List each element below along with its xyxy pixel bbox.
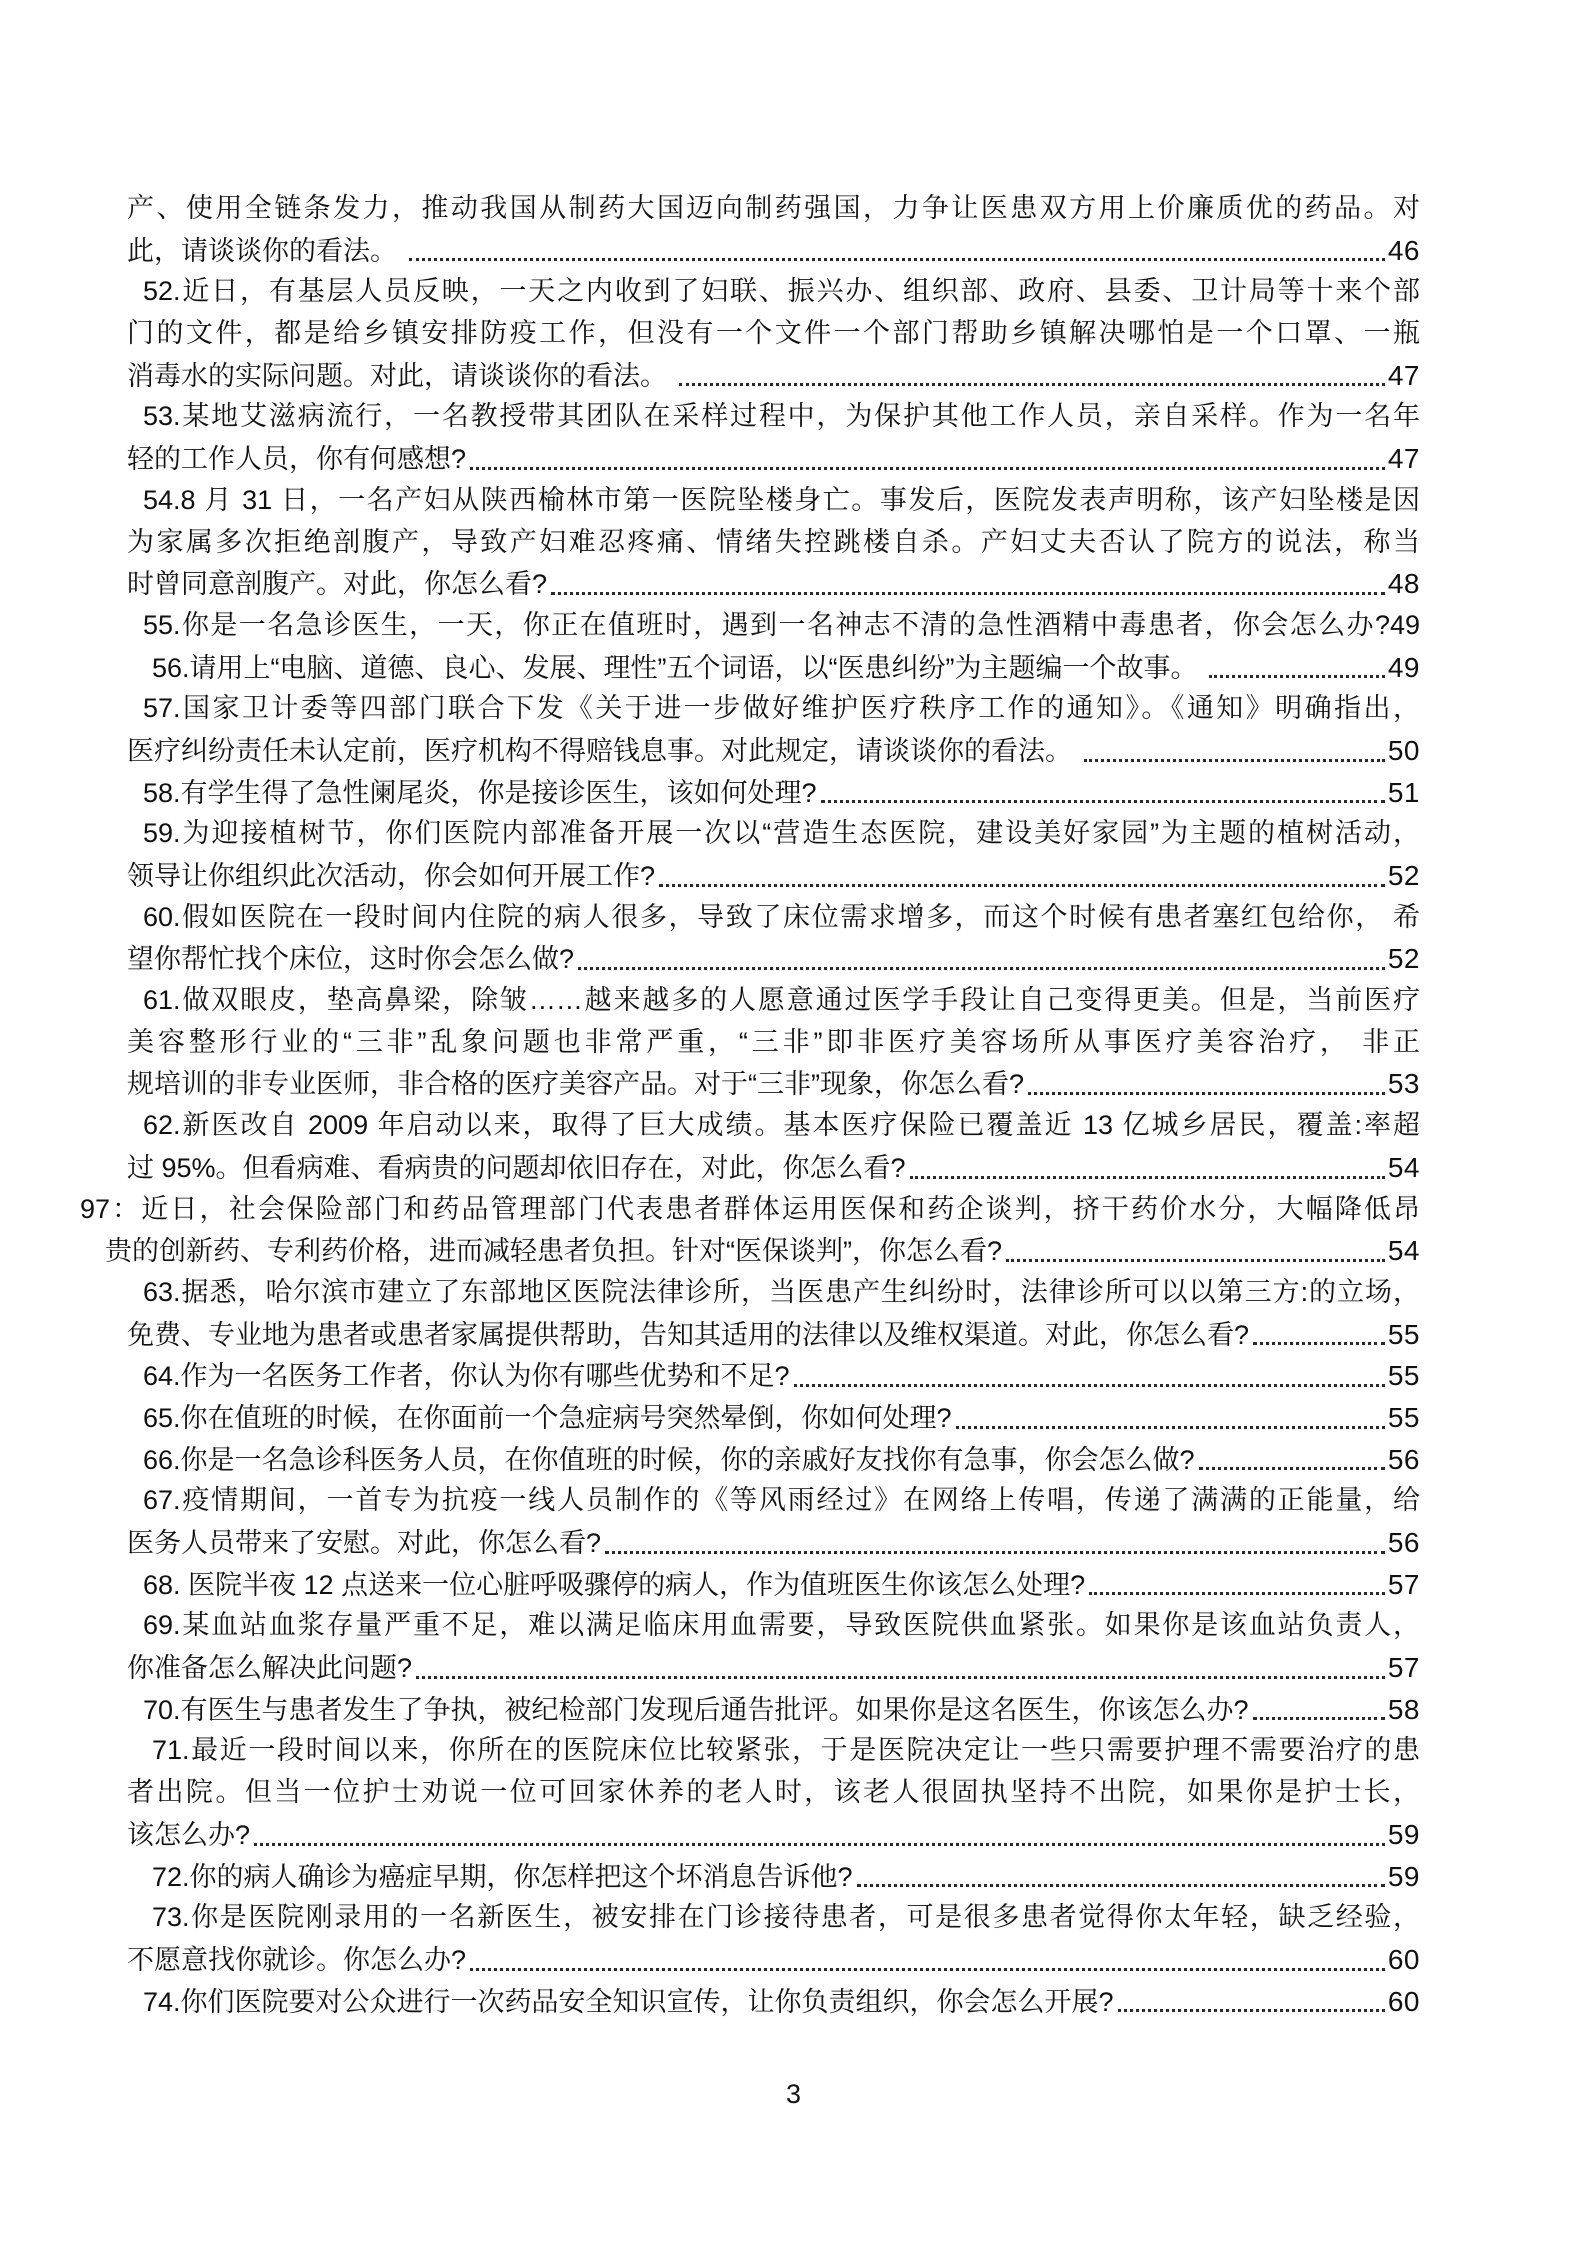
dot-leader	[470, 467, 1385, 470]
dot-leader	[659, 884, 1385, 887]
toc-line-text: 64.作为一名医务工作者，你认为你有哪些优势和不足?	[143, 1361, 790, 1392]
toc-line	[127, 1522, 1420, 1564]
toc-line	[143, 813, 1420, 855]
toc-line-text: 69.某血站血浆存量严重不足，难以满足临床用血需要，导致医院供血紧张。如果你是该血站负责人，	[143, 1610, 1420, 1641]
dot-leader	[470, 1968, 1385, 1971]
toc-line-text: 此，请谈谈你的看法。	[127, 235, 405, 266]
toc-line-text: 贵的创新药、专利药价格，进而减轻患者负担。针对“医保谈判”，你怎么看?	[105, 1236, 1002, 1267]
toc-line	[127, 1772, 1420, 1814]
dot-leader	[1253, 1717, 1385, 1720]
toc-line	[143, 1981, 1420, 2023]
toc-line	[143, 480, 1420, 522]
toc-line-text: 59.为迎接植树节，你们医院内部准备开展一次以“营造生态医院，建设美好家园”为主题的植树活动，	[143, 818, 1420, 849]
toc-line-text: 该怎么办?	[127, 1819, 251, 1850]
toc-page-number: 52	[1387, 943, 1420, 975]
toc-line-text: 53.某地艾滋病流行，一名教授带其团队在采样过程中，为保护其他工作人员，亲自采样。作为一名年	[143, 401, 1420, 432]
dot-leader	[1253, 1342, 1385, 1345]
toc-line	[143, 897, 1420, 939]
toc-line	[143, 1397, 1420, 1439]
toc-line	[127, 188, 1420, 230]
toc-line-text: 52.近日，有基层人员反映，一天之内收到了妇联、振兴办、组织部、政府、县委、卫计局等十来个部	[143, 276, 1420, 307]
toc-line	[143, 1480, 1420, 1522]
dot-leader	[605, 1551, 1385, 1554]
toc-line	[143, 1605, 1420, 1647]
toc-line-text: 73.你是医院刚录用的一名新医生，被安排在门诊接待患者，可是很多患者觉得你太年轻，缺乏经验，	[152, 1902, 1420, 1933]
toc-line	[143, 1439, 1420, 1481]
toc-page-number: 60	[1387, 1943, 1420, 1975]
toc-line-text: 65.你在值班的时候，在你面前一个急症病号突然晕倒，你如何处理?	[143, 1402, 952, 1433]
dot-leader	[1028, 1092, 1385, 1095]
toc-page-number: 46	[1387, 234, 1420, 266]
toc-line	[143, 1105, 1420, 1147]
toc-line	[127, 1314, 1420, 1356]
toc-page-number: 49	[1387, 651, 1420, 683]
dot-leader	[1089, 1592, 1385, 1595]
toc-page-number: 55	[1387, 1318, 1420, 1350]
toc-page-number: 54	[1387, 1235, 1420, 1267]
toc-line	[127, 1063, 1420, 1105]
toc-page-number: 53	[1387, 1068, 1420, 1100]
toc-line	[127, 1939, 1420, 1981]
toc-line-text: 时曾同意剖腹产。对此，你怎么看?	[127, 569, 548, 600]
dot-leader	[578, 967, 1385, 970]
toc-line	[143, 688, 1420, 730]
dot-leader	[857, 1884, 1385, 1887]
toc-page-number: 60	[1387, 1985, 1420, 2017]
toc-line	[80, 1189, 1420, 1231]
dot-leader	[1209, 675, 1385, 678]
toc-line-text: 71.最近一段时间以来，你所在的医院床位比较紧张，于是医院决定让一些只需要护理不需要治疗的患	[152, 1735, 1420, 1766]
toc-line-text: 72.你的病人确诊为癌症早期，你怎样把这个坏消息告诉他?	[152, 1861, 853, 1892]
dot-leader	[794, 1384, 1385, 1387]
dot-leader	[254, 1843, 1385, 1846]
dot-leader	[409, 258, 1385, 261]
toc-page-number: 55	[1387, 1360, 1420, 1392]
dot-leader	[551, 592, 1385, 595]
toc-line	[152, 1897, 1420, 1939]
dot-leader	[1118, 2009, 1385, 2012]
toc-line	[127, 1814, 1420, 1856]
toc-line-text: 产、使用全链条发力，推动我国从制药大国迈向制药强国，力争让医患双方用上价廉质优的药品。对	[127, 193, 1420, 223]
toc-line-text: 轻的工作人员，你有何感想?	[127, 444, 467, 475]
toc-line	[143, 1564, 1420, 1606]
toc-line	[127, 730, 1420, 772]
toc-line-text: 66.你是一名急诊科医务人员，在你值班的时候，你的亲戚好友找你有急事，你会怎么做?	[143, 1444, 1195, 1475]
dot-leader	[821, 800, 1385, 803]
toc-lines	[80, 188, 1420, 2022]
toc-page-number: 47	[1387, 359, 1420, 391]
dot-leader	[1084, 759, 1385, 762]
toc-line-text: 60.假如医院在一段时间内住院的病人很多，导致了床位需求增多，而这个时候有患者塞红包给你， 希	[143, 901, 1420, 932]
toc-line	[152, 647, 1420, 689]
toc-line-text: 56.请用上“电脑、道德、良心、发展、理性”五个词语，以“医患纠纷”为主题编一个故事。	[152, 652, 1205, 683]
toc-line	[143, 1689, 1420, 1731]
dot-leader	[1199, 1467, 1385, 1470]
toc-line-text: 美容整形行业的“三非”乱象问题也非常严重，“三非”即非医疗美容场所从事医疗美容治疗， 非正	[127, 1026, 1420, 1057]
toc-line-text: 61.做双眼皮，垫高鼻梁，除皱……越来越多的人愿意通过医学手段让自己变得更美。但是，当前医疗	[143, 985, 1420, 1016]
toc-line-text: 63.据悉，哈尔滨市建立了东部地区医院法律诊所，当医患产生纠纷时，法律诊所可以以第三方:的立场，	[143, 1276, 1420, 1307]
toc-line-text: 68. 医院半夜 12 点送来一位心脏呼吸骤停的病人，作为值班医生你该怎么处理?	[143, 1569, 1086, 1600]
toc-page-number: 56	[1387, 1443, 1420, 1475]
toc-line-text: 62.新医改自 2009 年启动以来，取得了巨大成绩。基本医疗保险已覆盖近 13 亿城乡居民，覆盖:率超	[143, 1110, 1420, 1141]
toc-line-text: 过 95%。但看病难、看病贵的问题却依旧存在，对此，你怎么看?	[127, 1152, 906, 1183]
toc-page-number: 59	[1387, 1860, 1420, 1892]
toc-line	[143, 1355, 1420, 1397]
toc-line-text: 97：近日，社会保险部门和药品管理部门代表患者群体运用医保和药企谈判，挤干药价水分，大幅降低昂	[80, 1193, 1420, 1224]
toc-line	[143, 1272, 1420, 1314]
toc-line	[127, 438, 1420, 480]
toc-line-text: 规培训的非专业医师，非合格的医疗美容产品。对于“三非”现象，你怎么看?	[127, 1069, 1024, 1100]
toc-line	[127, 355, 1420, 397]
toc-line-text: 领导让你组织此次活动，你会如何开展工作?	[127, 861, 656, 891]
toc-page-number: 52	[1387, 860, 1420, 891]
toc-line-text: 者出院。但当一位护士劝说一位可回家休养的老人时，该老人很固执坚持不出院，如果你是护士长，	[127, 1777, 1420, 1808]
toc-line-text: 不愿意找你就诊。你怎么办?	[127, 1944, 467, 1975]
toc-line	[143, 396, 1420, 438]
toc-page-number: 57	[1387, 1568, 1420, 1600]
toc-line	[127, 230, 1420, 272]
toc-line-text: 54.8 月 31 日，一名产妇从陕西榆林市第一医院坠楼身亡。事发后，医院发表声明称，该产妇坠楼是因	[143, 484, 1420, 515]
toc-page-number: 56	[1387, 1527, 1420, 1558]
toc-line-text: 70.有医生与患者发生了争执，被纪检部门发现后通告批评。如果你是这名医生，你该怎么办?	[143, 1694, 1249, 1725]
toc-line-text: 57.国家卫计委等四部门联合下发《关于进一步做好维护医疗秩序工作的通知》。《通知》明确指出，	[143, 693, 1420, 724]
toc-line	[127, 1647, 1420, 1689]
toc-line-text: 医疗纠纷责任未认定前，医疗机构不得赔钱息事。对此规定，请谈谈你的看法。	[127, 735, 1080, 766]
toc-line	[127, 563, 1420, 605]
toc-line-text: 望你帮忙找个床位，这时你会怎么做?	[127, 944, 575, 975]
toc-line	[127, 313, 1420, 355]
toc-line	[143, 980, 1420, 1022]
toc-line	[143, 605, 1420, 647]
toc-line	[127, 522, 1420, 564]
footer-page-number: 3	[785, 2079, 802, 2109]
toc-line-text: 55.你是一名急诊医生，一天，你正在值班时，遇到一名神志不清的急性酒精中毒患者，你会怎么办?49	[143, 609, 1420, 640]
toc-line	[127, 938, 1420, 980]
dot-leader	[1006, 1259, 1385, 1262]
toc-line-text: 医务人员带来了安慰。对此，你怎么看?	[127, 1528, 602, 1558]
toc-line	[127, 1147, 1420, 1189]
toc-page-number: 47	[1387, 443, 1420, 475]
toc-page-number: 55	[1387, 1401, 1420, 1433]
dot-leader	[679, 383, 1385, 386]
toc-line	[105, 1230, 1420, 1272]
dot-leader	[416, 1676, 1385, 1679]
dot-leader	[956, 1426, 1385, 1429]
toc-line	[152, 1856, 1420, 1898]
toc-line-text: 74.你们医院要对公众进行一次药品安全知识宣传，让你负责组织，你会怎么开展?	[143, 1986, 1114, 2017]
toc-line	[143, 772, 1420, 814]
toc-line	[152, 1730, 1420, 1772]
toc-line-text: 消毒水的实际问题。对此，请谈谈你的看法。	[127, 360, 675, 391]
toc-page-number: 50	[1387, 734, 1420, 766]
toc-line-text: 67.疫情期间，一首专为抗疫一线人员制作的《等风雨经过》在网络上传唱，传递了满满的正能量，给	[143, 1485, 1420, 1516]
toc-page-number: 54	[1387, 1151, 1420, 1183]
toc-line	[143, 271, 1420, 313]
toc-line	[127, 855, 1420, 897]
toc-line-text: 为家属多次拒绝剖腹产，导致产妇难忍疼痛、情绪失控跳楼自杀。产妇丈夫否认了院方的说法，称当	[127, 526, 1420, 557]
toc-page-number: 51	[1387, 776, 1420, 808]
toc-page-number: 57	[1387, 1652, 1420, 1684]
toc-line-text: 你准备怎么解决此问题?	[127, 1653, 413, 1684]
toc-line-text: 免费、专业地为患者或患者家属提供帮助，告知其适用的法律以及维权渠道。对此，你怎么看?	[127, 1319, 1250, 1350]
dot-leader	[910, 1176, 1385, 1179]
toc-line-text: 门的文件，都是给乡镇安排防疫工作，但没有一个文件一个部门帮助乡镇解决哪怕是一个口罩、一瓶	[127, 318, 1420, 349]
toc-page-number: 58	[1387, 1693, 1420, 1725]
toc-page-number: 48	[1387, 568, 1420, 600]
toc-page-number: 59	[1387, 1818, 1420, 1850]
toc-line	[127, 1022, 1420, 1064]
toc-line-text: 58.有学生得了急性阑尾炎，你是接诊医生，该如何处理?	[143, 777, 817, 808]
